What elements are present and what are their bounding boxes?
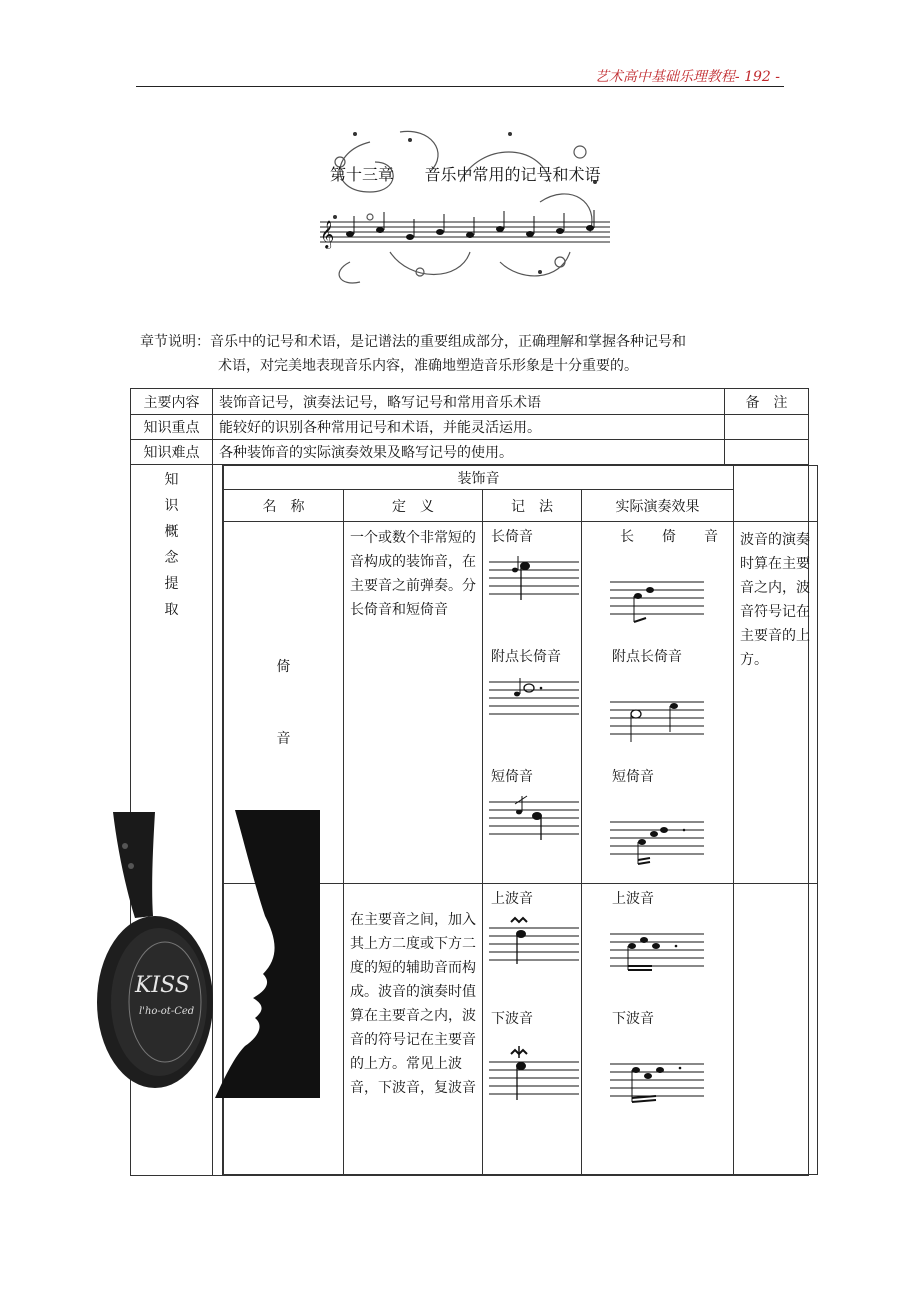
logo-text-main: KISS <box>135 973 190 998</box>
row-content: 各种装饰音的实际演奏效果及略写记号的使用。 <box>213 440 725 465</box>
column-header: 定 义 <box>344 490 483 522</box>
table-row <box>131 440 809 465</box>
upper-mordent-effect <box>610 924 704 979</box>
notation-label: 短倚音 <box>491 769 533 785</box>
short-appoggiatura-effect <box>610 812 704 867</box>
intro-line-1: 章节说明：音乐中的记号和术语，是记谱法的重要组成部分，正确理解和掌握各种记号和 <box>140 334 686 350</box>
lower-mordent-effect <box>610 1054 704 1109</box>
effect-label: 短倚音 <box>612 769 654 785</box>
mordent-remark <box>734 884 818 1175</box>
remark-top-cell <box>734 466 818 522</box>
appoggiatura-notation <box>483 522 582 884</box>
effect-label: 上波音 <box>612 891 654 907</box>
logo-text-sub: l'ho-ot-Ced <box>139 1006 195 1017</box>
dotted-appoggiatura-effect <box>610 692 704 747</box>
effect-label: 附点长倚音 <box>612 649 682 665</box>
appoggiatura-remark: 波音的演奏时算在主要音之内，波音符号记在主要音的上方。 <box>734 522 818 884</box>
headphone-illustration <box>95 806 325 1102</box>
column-header: 名 称 <box>224 490 344 522</box>
effect-label: 下波音 <box>612 1011 654 1027</box>
lower-mordent-notation <box>489 1044 579 1104</box>
short-appoggiatura-notation <box>489 792 579 842</box>
row-label: 知识难点 <box>131 440 213 465</box>
header-rule <box>136 86 784 87</box>
notation-label: 长倚音 <box>491 529 533 545</box>
column-header: 实际演奏效果 <box>582 490 734 522</box>
row-content: 装饰音记号，演奏法记号，略写记号和常用音乐术语 <box>213 389 725 415</box>
long-appoggiatura-notation <box>489 552 579 602</box>
notation-label: 上波音 <box>491 891 533 907</box>
dotted-appoggiatura-notation <box>489 672 579 722</box>
appoggiatura-name: 倚 音 <box>224 522 344 884</box>
remark-header: 备 注 <box>725 389 809 415</box>
row-label: 主要内容 <box>131 389 213 415</box>
column-header: 记 法 <box>483 490 582 522</box>
section-title: 装饰音 <box>224 466 734 490</box>
notation-label: 下波音 <box>491 1011 533 1027</box>
title-ornament <box>310 122 620 292</box>
svg-text:𝄞: 𝄞 <box>320 220 335 248</box>
row-content: 能较好的识别各种常用记号和术语，并能灵活运用。 <box>213 415 725 440</box>
mordent-definition: 在主要音之间，加入其上方二度或下方二度的短的辅助音而构成。波音的演奏时值算在主要音之内，波音的符号记在主要音的上方。常见上波音，下波音，复波音 <box>344 884 483 1175</box>
row-note <box>725 440 809 465</box>
long-appoggiatura-effect <box>610 572 704 627</box>
chapter-title: 第十三章 音乐中常用的记号和术语 <box>330 165 601 184</box>
notation-label: 附点长倚音 <box>491 649 561 665</box>
mordent-notation <box>483 884 582 1175</box>
appoggiatura-definition: 一个或数个非常短的音构成的装饰音，在主要音之前弹奏。分长倚音和短倚音 <box>344 522 483 884</box>
row-label: 知识重点 <box>131 415 213 440</box>
mordent-effect <box>582 884 734 1175</box>
chapter-intro <box>140 330 790 378</box>
side-label: 知 识 概 念 提 取 <box>131 465 213 1176</box>
row-note <box>725 415 809 440</box>
upper-mordent-notation <box>489 914 579 969</box>
page-header: 艺术高中基础乐理教程- 192 - <box>594 69 780 85</box>
table-row <box>131 389 809 415</box>
effect-label: 长 倚 音 <box>620 529 718 545</box>
table-row <box>131 415 809 440</box>
intro-line-2: 术语，对完美地表现音乐内容，准确地塑造音乐形象是十分重要的。 <box>218 358 638 374</box>
appoggiatura-effect <box>582 522 734 884</box>
